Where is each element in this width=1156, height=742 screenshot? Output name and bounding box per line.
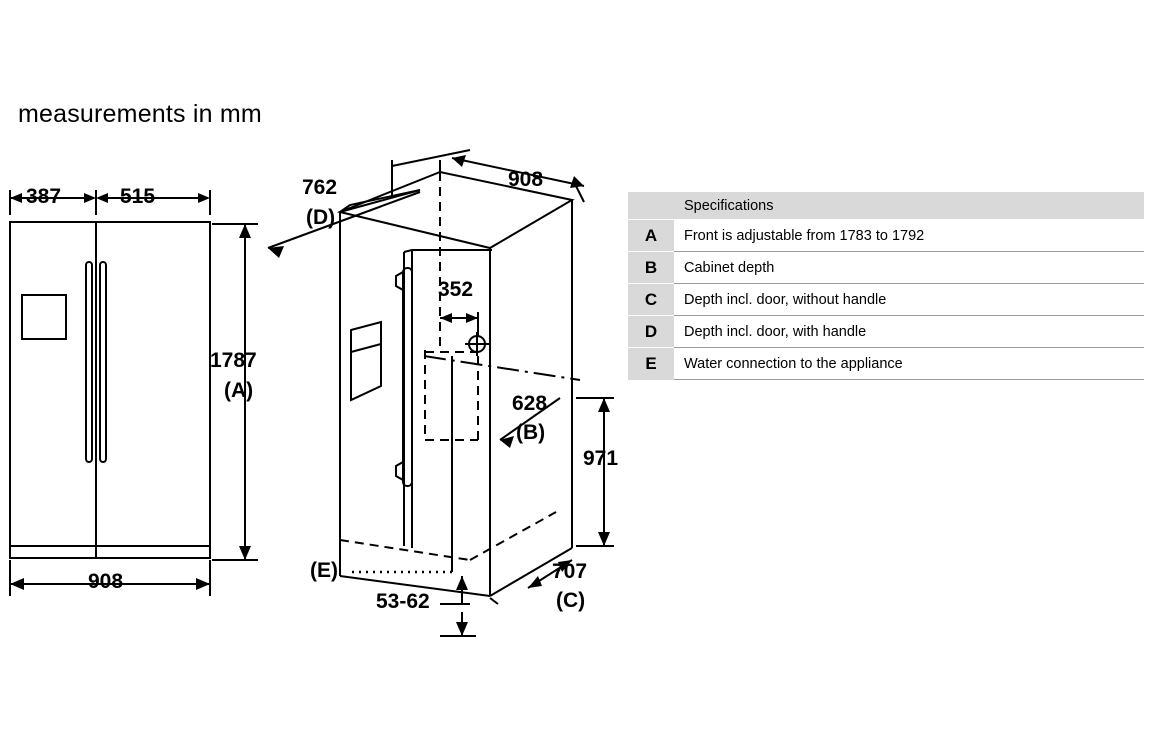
dim-depth-incl-door-letter: (C) (556, 589, 586, 612)
dim-base-range: 53-62 (376, 590, 430, 613)
dim-side-height: 971 (583, 447, 619, 470)
spec-desc-d: Depth incl. door, with handle (674, 316, 1144, 348)
dim-water-connection-letter: (E) (310, 559, 338, 582)
table-row (628, 252, 1144, 284)
dim-depth-incl-door: 707 (552, 560, 588, 583)
spec-header-label: Specifications (674, 192, 1144, 220)
table-row (628, 220, 1144, 252)
dim-depth-with-handle: 762 (302, 176, 338, 199)
spec-letter-d: D (628, 316, 674, 348)
page-title: measurements in mm (18, 100, 262, 128)
dim-front-width-left: 387 (26, 185, 62, 208)
spec-letter-b: B (628, 252, 674, 284)
dim-top-width: 908 (508, 168, 544, 191)
specifications-table (628, 192, 1144, 380)
spec-desc-c: Depth incl. door, without handle (674, 284, 1144, 316)
spec-letter-c: C (628, 284, 674, 316)
spec-desc-a: Front is adjustable from 1783 to 1792 (674, 220, 1144, 252)
dim-water-offset: 352 (438, 278, 474, 301)
dim-depth-with-handle-letter: (D) (306, 206, 336, 229)
spec-letter-a: A (628, 220, 674, 252)
dim-cabinet-depth: 628 (512, 392, 548, 415)
table-row (628, 316, 1144, 348)
dim-cabinet-depth-letter: (B) (516, 421, 546, 444)
dim-front-total-width: 908 (88, 570, 124, 593)
spec-letter-e: E (628, 348, 674, 380)
spec-desc-b: Cabinet depth (674, 252, 1144, 284)
dim-front-height: 1787 (210, 349, 257, 372)
table-row (628, 284, 1144, 316)
dim-front-height-letter: (A) (224, 379, 254, 402)
dim-front-width-right: 515 (120, 185, 156, 208)
spec-desc-e: Water connection to the appliance (674, 348, 1144, 380)
table-header-row (628, 192, 1144, 220)
spec-header-letter (628, 192, 674, 220)
table-row (628, 348, 1144, 380)
